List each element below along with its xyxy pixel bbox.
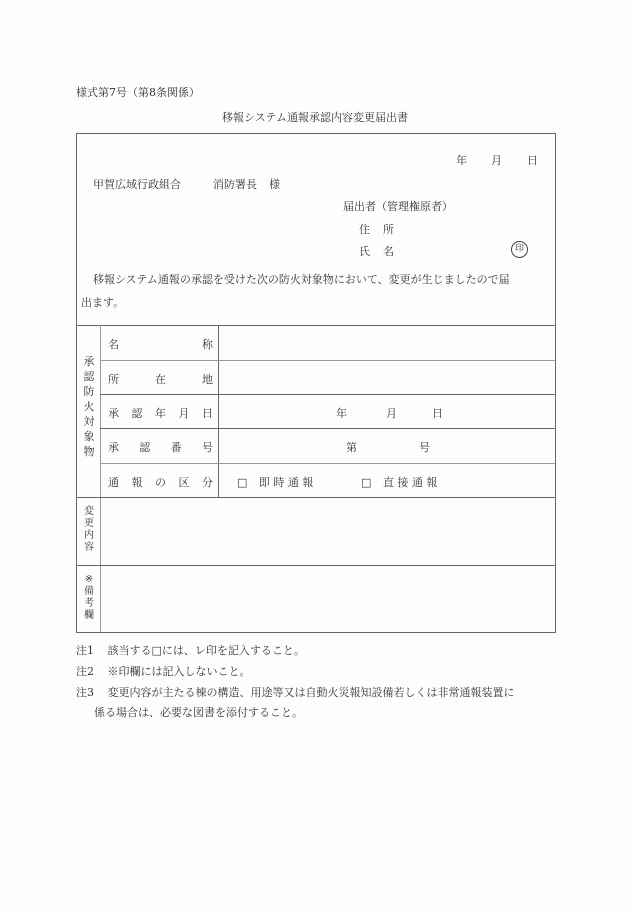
- label-char: 考: [84, 598, 94, 609]
- label-char: 所: [108, 373, 119, 386]
- note-1: [76, 642, 305, 658]
- label-char: 承: [108, 441, 119, 454]
- approval-number-prefix: 第: [346, 441, 357, 454]
- note-marker: 注3: [76, 686, 94, 699]
- address-label-2: 所: [383, 223, 394, 236]
- row-label-approval-date: [108, 405, 213, 421]
- label-char: 報: [131, 476, 143, 489]
- remarks-label: [78, 574, 100, 622]
- form-number: 様式第7号（第8条関係）: [76, 86, 200, 99]
- applicant-label: 届出者（管理権原者）: [343, 200, 453, 213]
- row-label-name: [108, 336, 213, 352]
- approval-date-field[interactable]: [220, 395, 555, 428]
- label-char: 更: [84, 518, 94, 529]
- addressee-honorific: 様: [269, 178, 280, 191]
- divider: [77, 497, 555, 498]
- body-text-line1: 移報システム通報の承認を受けた次の防火対象物において、変更が生じましたので届: [93, 273, 510, 286]
- date-month-label: 月: [491, 154, 502, 167]
- body-text-line2: 出ます。: [81, 296, 125, 309]
- checkbox-icon[interactable]: □: [361, 476, 372, 489]
- label-char: 月: [178, 407, 190, 420]
- form-sheet: [76, 133, 556, 633]
- immediate-report-option[interactable]: [237, 474, 313, 490]
- note-marker: 注1: [76, 644, 94, 657]
- group-label-char: 認: [83, 370, 95, 383]
- label-char: 認: [131, 407, 143, 420]
- label-char: 通: [108, 476, 119, 489]
- change-content-field[interactable]: [102, 499, 555, 565]
- seal-mark: 印: [511, 241, 528, 258]
- note-2: [76, 663, 251, 679]
- divider: [218, 325, 219, 497]
- divider: [100, 325, 101, 632]
- note-text: 該当する□には、レ印を記入すること。: [107, 644, 305, 657]
- checkbox-icon[interactable]: □: [237, 476, 248, 489]
- label-char: 変: [84, 506, 94, 517]
- name-label-1: 氏: [359, 245, 370, 258]
- label-char: 容: [84, 542, 94, 553]
- group-label-char: 承: [83, 355, 95, 368]
- note-marker: 注2: [76, 665, 94, 678]
- addressee-org: 甲賀広域行政組合: [93, 178, 181, 191]
- label-char: 備: [84, 586, 94, 597]
- direct-report-option[interactable]: [361, 474, 437, 490]
- approval-number-field[interactable]: [220, 429, 555, 463]
- label-char: 年: [155, 407, 166, 420]
- row-label-location: [108, 371, 213, 387]
- name-label-2: 名: [383, 245, 394, 258]
- label-char: 番: [170, 441, 182, 454]
- note-text: ※印欄には記入しないこと。: [107, 665, 251, 678]
- label-char: 区: [178, 476, 190, 489]
- row-label-approval-number: [108, 439, 213, 455]
- name-field[interactable]: [220, 326, 555, 360]
- label-char: ※: [84, 574, 94, 585]
- direct-report-label: 直 接 通 報: [382, 476, 438, 489]
- remarks-field[interactable]: [102, 567, 555, 631]
- date-day-label: 日: [527, 154, 538, 167]
- document-title: 移報システム通報承認内容変更届出書: [222, 111, 408, 124]
- approval-year-label: 年: [336, 407, 347, 420]
- group-label-char: 防: [83, 385, 95, 398]
- approval-number-suffix: 号: [419, 441, 430, 454]
- note-3-continuation: 係る場合は、必要な図書を添付すること。: [94, 706, 303, 719]
- addressee-chief: 消防署長: [213, 178, 257, 191]
- change-content-label: [78, 506, 100, 554]
- label-char: の: [155, 476, 166, 489]
- group-label-char: 火: [83, 400, 95, 413]
- label-char: 分: [202, 476, 213, 489]
- date-year-label: 年: [456, 154, 467, 167]
- location-field[interactable]: [220, 361, 555, 394]
- label-char: 内: [84, 530, 94, 541]
- label-char: 称: [202, 338, 213, 351]
- group-label-char: 象: [83, 430, 95, 443]
- approved-object-group-label: [78, 354, 100, 459]
- immediate-report-label: 即 時 通 報: [258, 476, 314, 489]
- label-char: 承: [108, 407, 119, 420]
- row-label-notification-type: [108, 474, 213, 490]
- label-char: 号: [201, 441, 213, 454]
- label-char: 在: [155, 373, 166, 386]
- group-label-char: 対: [83, 415, 95, 428]
- label-char: 名: [108, 338, 119, 351]
- address-label-1: 住: [359, 223, 370, 236]
- divider: [77, 565, 555, 566]
- label-char: 認: [139, 441, 151, 454]
- divider: [100, 463, 555, 464]
- note-3: [76, 684, 515, 700]
- approval-day-label: 日: [432, 407, 443, 420]
- label-char: 日: [202, 407, 213, 420]
- label-char: 欄: [84, 610, 94, 621]
- group-label-char: 物: [83, 445, 95, 458]
- approval-month-label: 月: [386, 407, 397, 420]
- label-char: 地: [202, 373, 213, 386]
- note-text: 変更内容が主たる棟の構造、用途等又は自動火災報知設備若しくは非常通報装置に: [107, 686, 515, 699]
